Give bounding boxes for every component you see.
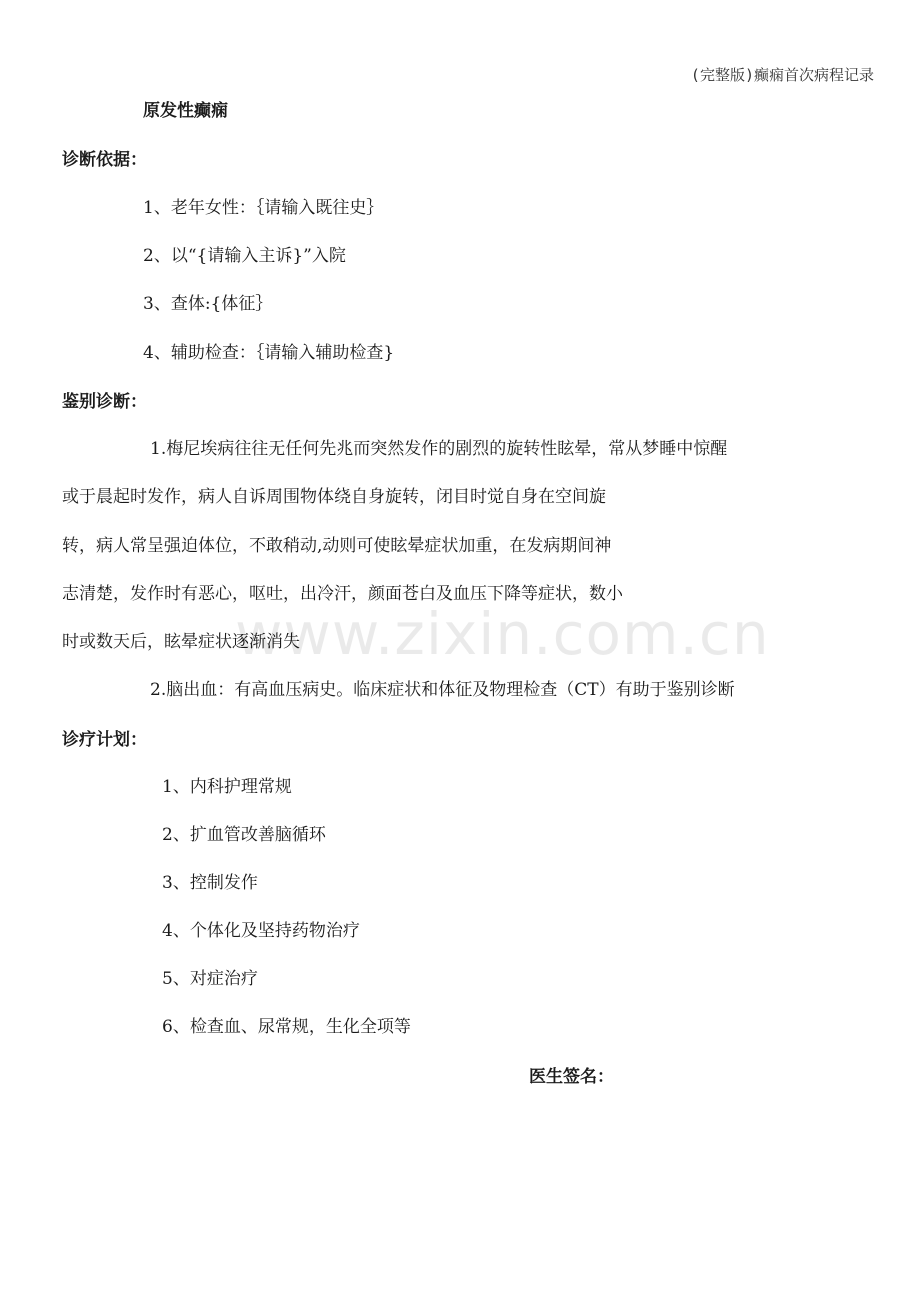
doctor-signature-label: 医生签名： (529, 1067, 614, 1087)
treatment-item: 3、控制发作 (162, 873, 258, 893)
differential-item-1-line: 转，病人常呈强迫体位，不敢稍动,动则可使眩晕症状加重，在发病期间神 (62, 536, 612, 556)
differential-item-1-line: 志清楚，发作时有恶心，呕吐，出冷汗，颜面苍白及血压下降等症状，数小 (62, 584, 623, 604)
differential-item-1-line: 1.梅尼埃病往往无任何先兆而突然发作的剧烈的旋转性眩晕，常从梦睡中惊醒 (150, 439, 728, 459)
treatment-item: 2、扩血管改善脑循环 (162, 825, 326, 845)
page-title: 原发性癫痫 (143, 101, 228, 121)
watermark: www.zixin.com.cn (235, 600, 770, 668)
treatment-item: 4、个体化及坚持药物治疗 (162, 921, 360, 941)
diagnosis-item: 4、辅助检查：｛请输入辅助检查} (143, 343, 395, 363)
document-header-title: (完整版)癫痫首次病程记录 (690, 66, 874, 84)
treatment-item: 1、内科护理常规 (162, 777, 292, 797)
treatment-plan-heading: 诊疗计划： (62, 730, 147, 750)
diagnosis-item: 3、查体:{体征｝ (143, 294, 273, 314)
diagnosis-item: 1、老年女性：｛请输入既往史｝ (143, 198, 384, 218)
diagnosis-basis-heading: 诊断依据： (62, 150, 147, 170)
diagnosis-item: 2、以“{请输入主诉}”入院 (143, 246, 346, 266)
treatment-item: 5、对症治疗 (162, 969, 258, 989)
differential-item-1-line: 时或数天后，眩晕症状逐渐消失 (62, 632, 300, 652)
differential-heading: 鉴别诊断： (62, 392, 147, 412)
treatment-item: 6、检查血、尿常规，生化全项等 (162, 1017, 411, 1037)
differential-item-1-line: 或于晨起时发作，病人自诉周围物体绕自身旋转，闭目时觉自身在空间旋 (62, 487, 606, 507)
differential-item-2: 2.脑出血：有高血压病史。临床症状和体征及物理检查（CT）有助于鉴别诊断 (150, 680, 735, 700)
